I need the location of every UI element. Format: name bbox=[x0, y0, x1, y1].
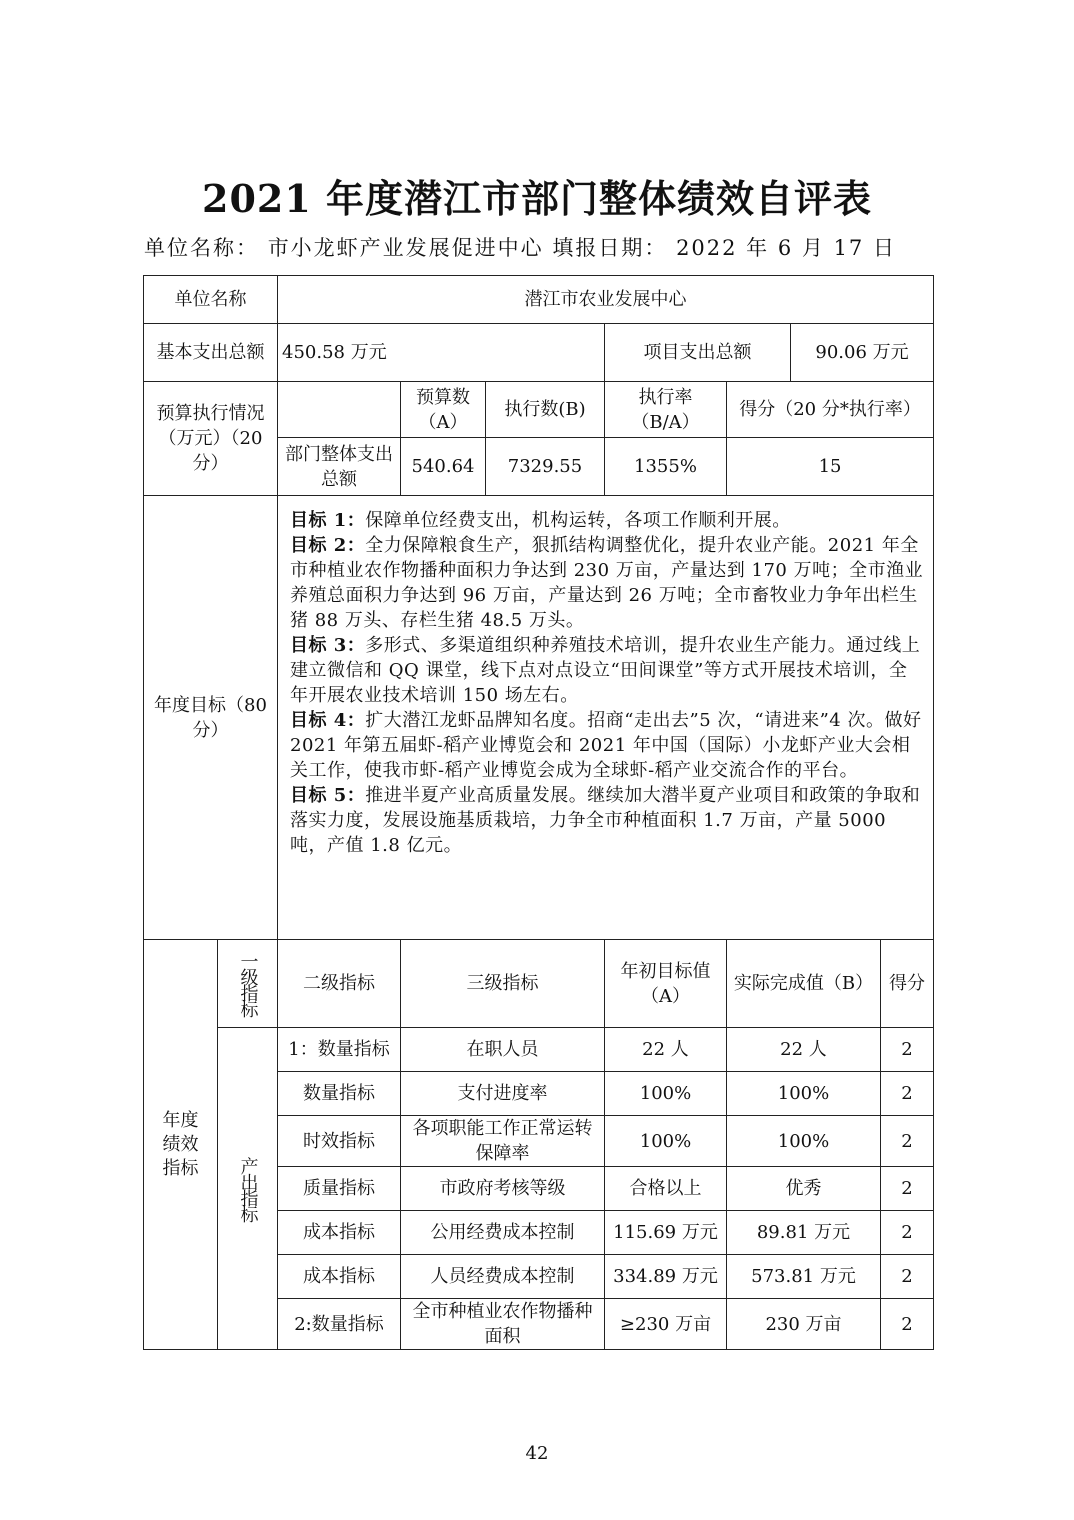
unit-name-value: 潜江市农业发展中心 bbox=[278, 276, 934, 324]
row-l2: 成本指标 bbox=[278, 1255, 401, 1299]
row-l3: 支付进度率 bbox=[401, 1072, 605, 1116]
budget-empty-cell bbox=[278, 382, 401, 438]
row-l3: 全市种植业农作物播种面积 bbox=[401, 1299, 605, 1350]
budget-col-a: 预算数（A） bbox=[401, 382, 486, 438]
page-title: 2021 年度潜江市部门整体绩效自评表 bbox=[202, 176, 872, 221]
budget-col-b: 执行数(B) bbox=[486, 382, 605, 438]
row-actual: 优秀 bbox=[727, 1167, 881, 1211]
row-score: 2 bbox=[881, 1255, 934, 1299]
project-total-value: 90.06 万元 bbox=[791, 324, 934, 382]
date-value: 2022 年 6 月 17 日 bbox=[676, 236, 896, 260]
basic-total-label: 基本支出总额 bbox=[144, 324, 278, 382]
perf-label: 年度绩效指标 bbox=[144, 940, 218, 1350]
row-score: 2 bbox=[881, 1028, 934, 1072]
row-l3: 在职人员 bbox=[401, 1028, 605, 1072]
col-target: 年初目标值（A） bbox=[605, 940, 727, 1028]
row-target: 334.89 万元 bbox=[605, 1255, 727, 1299]
goal-item: 目标 5：推进半夏产业高质量发展。继续加大潜半夏产业项目和政策的争取和落实力度，发展设施基质栽培，力争全市种植面积 1.7 万亩，产量 5000 吨，产值 1.8 亿元。 bbox=[290, 785, 921, 856]
row-l3: 人员经费成本控制 bbox=[401, 1255, 605, 1299]
row-l2: 时效指标 bbox=[278, 1116, 401, 1167]
budget-rate-value: 1355% bbox=[605, 438, 727, 496]
row-score: 2 bbox=[881, 1116, 934, 1167]
row-actual: 573.81 万元 bbox=[727, 1255, 881, 1299]
row-actual: 89.81 万元 bbox=[727, 1211, 881, 1255]
budget-a-value: 540.64 bbox=[401, 438, 486, 496]
unit-label: 单位名称： bbox=[144, 236, 259, 260]
row-target: 22 人 bbox=[605, 1028, 727, 1072]
row-score: 2 bbox=[881, 1299, 934, 1350]
row-target: 100% bbox=[605, 1072, 727, 1116]
row-score: 2 bbox=[881, 1167, 934, 1211]
goal-item: 目标 4：扩大潜江龙虾品牌知名度。招商“走出去”5 次，“请进来”4 次。做好 2021 年第五届虾-稻产业博览会和 2021 年中国（国际）小龙虾产业大会相关工作，使我市虾-稻产业博览会成为全球虾-稻产业交流合作的平台。 bbox=[290, 710, 922, 781]
page-number: 42 bbox=[525, 1443, 549, 1464]
row-l2: 2:数量指标 bbox=[278, 1299, 401, 1350]
output-label: 产出指标 bbox=[218, 1028, 278, 1350]
col-level2: 二级指标 bbox=[278, 940, 401, 1028]
project-total-label: 项目支出总额 bbox=[605, 324, 791, 382]
row-actual: 230 万亩 bbox=[727, 1299, 881, 1350]
col-level1: 一级指标 bbox=[218, 940, 278, 1028]
row-l2: 数量指标 bbox=[278, 1072, 401, 1116]
budget-col-score: 得分（20 分*执行率） bbox=[727, 382, 934, 438]
row-l3: 公用经费成本控制 bbox=[401, 1211, 605, 1255]
budget-row-label: 部门整体支出总额 bbox=[278, 438, 401, 496]
budget-label: 预算执行情况（万元）（20 分） bbox=[144, 382, 278, 496]
budget-score-value: 15 bbox=[727, 438, 934, 496]
row-actual: 22 人 bbox=[727, 1028, 881, 1072]
date-label: 填报日期： bbox=[552, 236, 668, 260]
goals-label: 年度目标（80 分） bbox=[144, 496, 278, 940]
col-score: 得分 bbox=[881, 940, 934, 1028]
goal-item: 目标 3：多形式、多渠道组织种养殖技术培训，提升农业生产能力。通过线上建立微信和 QQ 课堂，线下点对点设立“田间课堂”等方式开展技术培训，全年开展农业技术培训 150 场左右。 bbox=[290, 635, 921, 706]
row-actual: 100% bbox=[727, 1116, 881, 1167]
goal-item: 目标 1：保障单位经费支出，机构运转，各项工作顺利开展。 bbox=[290, 510, 791, 531]
col-actual: 实际完成值（B） bbox=[727, 940, 881, 1028]
row-target: 合格以上 bbox=[605, 1167, 727, 1211]
row-l3: 各项职能工作正常运转保障率 bbox=[401, 1116, 605, 1167]
budget-col-rate: 执行率（B/A） bbox=[605, 382, 727, 438]
col-level3: 三级指标 bbox=[401, 940, 605, 1028]
row-actual: 100% bbox=[727, 1072, 881, 1116]
evaluation-table bbox=[143, 275, 934, 1350]
budget-b-value: 7329.55 bbox=[486, 438, 605, 496]
row-score: 2 bbox=[881, 1072, 934, 1116]
unit-name-label: 单位名称 bbox=[144, 276, 278, 324]
row-l3: 市政府考核等级 bbox=[401, 1167, 605, 1211]
goals-text bbox=[278, 496, 934, 940]
unit-value: 市小龙虾产业发展促进中心 bbox=[267, 236, 544, 260]
row-target: ≥230 万亩 bbox=[605, 1299, 727, 1350]
form-header bbox=[144, 232, 896, 262]
goal-item: 目标 2：全力保障粮食生产，狠抓结构调整优化，提升农业产能。2021 年全市种植业农作物播种面积力争达到 230 万亩，产量达到 170 万吨；全市渔业养殖总面积力争达到 96 万亩，产量达到 26 万吨；全市畜牧业力争年出栏生猪 88 万头、存栏生猪 48.5 万头。 bbox=[290, 535, 924, 631]
basic-total-value: 450.58 万元 bbox=[278, 324, 605, 382]
row-l2: 1：数量指标 bbox=[278, 1028, 401, 1072]
row-score: 2 bbox=[881, 1211, 934, 1255]
row-l2: 质量指标 bbox=[278, 1167, 401, 1211]
row-target: 115.69 万元 bbox=[605, 1211, 727, 1255]
row-l2: 成本指标 bbox=[278, 1211, 401, 1255]
row-target: 100% bbox=[605, 1116, 727, 1167]
